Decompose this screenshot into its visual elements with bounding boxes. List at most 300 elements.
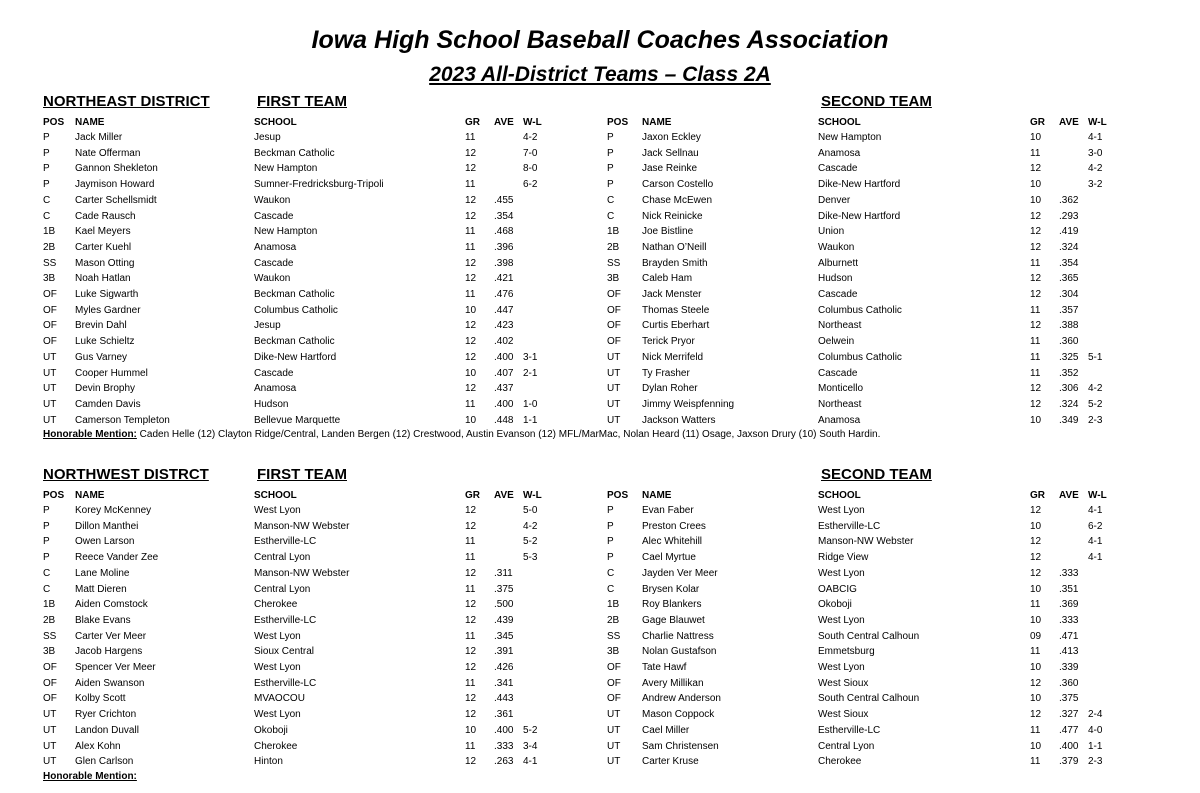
second-team-cell-pos: P [607,147,614,159]
second-team-cell-pos: C [607,583,615,595]
first-team-cell-gr: 12 [465,257,477,269]
second-team-cell-gr: 11 [1030,756,1041,768]
second-team-cell-gr: 12 [1030,289,1042,300]
first-team-cell-name: Blake Evans [75,614,131,626]
second-team-cell-pos: UT [607,351,621,363]
second-team-cell-pos: OF [607,662,621,673]
second-team-cell-pos: 2B [607,241,620,253]
first-team-cell-wl: 4-2 [523,132,538,143]
first-team-cell-gr: 11 [465,583,476,595]
first-team-cell-pos: UT [43,724,57,736]
district-heading: NORTHWEST DISTRCT [43,466,209,483]
first-team-cell-pos: UT [43,367,57,379]
first-team-cell-gr: 11 [465,241,476,253]
second-team-cell-school: Cherokee [818,756,862,768]
first-team-cell-pos: UT [43,414,57,426]
second-team-cell-name: Gage Blauwet [642,614,705,626]
second-team-cell-wl: 4-2 [1088,383,1103,395]
second-team-cell-school: South Central Calhoun [818,693,920,705]
first-team-cell-gr: 10 [465,414,477,426]
first-team-cell-pos: P [43,536,50,548]
first-team-cell-name: Korey McKenney [75,505,152,516]
second-team-cell-name: Caleb Ham [642,273,693,285]
second-team-cell-pos: UT [607,709,621,721]
second-team-cell-wl: 3-0 [1088,147,1103,159]
second-team-cell-name: Curtis Eberhart [642,320,710,332]
first-team-cell-name: Noah Hatlan [75,273,131,285]
second-team-cell-school: Dike-New Hartford [818,179,901,191]
second-team-cell-name: Brysen Kolar [642,583,700,595]
second-team-cell-school: West Lyon [818,614,865,626]
second-team-cell-name: Roy Blankers [642,599,702,611]
second-team-cell-name: Jase Reinke [642,163,698,175]
second-team-cell-wl: 4-1 [1088,505,1103,516]
first-team-cell-school: Waukon [254,273,291,285]
second-team-cell-gr: 11 [1030,147,1041,159]
first-team-cell-school: Estherville-LC [254,614,317,626]
first-team-cell-gr: 11 [465,289,476,300]
first-team-cell-name: Carter Schellsmidt [75,194,157,206]
first-team-cell-school: New Hampton [254,163,318,175]
first-team-cell-wl: 3-4 [523,740,538,752]
first-team-cell-gr: 11 [465,677,476,689]
first-team-cell-gr: 11 [465,630,476,642]
second-team-cell-gr: 12 [1030,567,1042,579]
district-heading: NORTHEAST DISTRICT [43,93,210,110]
second-team-cell-wl: 3-2 [1088,179,1103,191]
first-team-cell-pos: SS [43,630,57,642]
first-team-cell-pos: UT [43,756,57,768]
first-team-cell-pos: OF [43,662,57,673]
second-team-cell-wl: 4-1 [1088,536,1103,548]
second-team-cell-pos: OF [607,320,621,332]
first-team-cell-school: Jesup [254,132,281,143]
first-team-cell-name: Nate Offerman [75,147,141,159]
second-team-cell-ave: .365 [1059,273,1079,285]
first-team-cell-wl: 8-0 [523,163,538,175]
second-team-cell-school: Estherville-LC [818,520,881,532]
second-team-cell-name: Alec Whitehill [642,536,703,548]
second-team-cell-gr: 10 [1030,583,1042,595]
first-team-cell-name: Alex Kohn [75,740,121,752]
second-team-cell-name: Evan Faber [642,505,694,516]
first-team-cell-name: Luke Schieltz [75,336,135,348]
column-header-pos: POS [607,117,629,128]
second-team-cell-gr: 12 [1030,383,1042,395]
first-team-cell-gr: 12 [465,756,477,768]
second-team-cell-gr: 12 [1030,320,1042,332]
first-team-cell-name: Jaymison Howard [75,179,155,191]
first-team-cell-wl: 5-3 [523,552,538,564]
first-team-cell-wl: 4-2 [523,520,538,532]
first-team-cell-school: West Lyon [254,709,301,721]
second-team-cell-pos: OF [607,304,621,316]
second-team-cell-pos: 2B [607,614,620,626]
first-team-cell-pos: C [43,583,51,595]
second-team-cell-ave: .379 [1059,756,1079,768]
second-team-cell-school: Monticello [818,383,864,395]
second-team-cell-ave: .360 [1059,336,1079,348]
second-team-cell-school: Anamosa [818,147,861,159]
first-team-cell-gr: 12 [465,709,477,721]
first-team-cell-school: Sioux Central [254,646,315,658]
first-team-cell-name: Mason Otting [75,257,135,269]
first-team-cell-wl: 2-1 [523,367,538,379]
first-team-cell-gr: 12 [465,614,477,626]
first-team-cell-name: Camerson Templeton [75,414,170,426]
second-team-cell-gr: 12 [1030,505,1042,516]
first-team-cell-ave: .400 [494,724,514,736]
second-team-cell-ave: .333 [1059,614,1079,626]
second-team-cell-gr: 11 [1030,599,1041,611]
first-team-cell-school: Estherville-LC [254,677,317,689]
second-team-cell-pos: OF [607,677,621,689]
first-team-cell-ave: .361 [494,709,514,721]
column-header-wl: W-L [523,490,542,501]
first-team-cell-pos: UT [43,709,57,721]
second-team-cell-school: Alburnett [818,257,859,269]
second-team-cell-gr: 12 [1030,273,1042,285]
second-team-cell-school: Okoboji [818,599,852,611]
first-team-cell-ave: .402 [494,336,514,348]
second-team-cell-school: Estherville-LC [818,724,881,736]
first-team-cell-school: Anamosa [254,241,297,253]
first-team-cell-school: Waukon [254,194,291,206]
second-team-cell-pos: SS [607,630,621,642]
second-team-cell-ave: .419 [1059,226,1079,238]
second-team-cell-ave: .327 [1059,709,1079,721]
second-team-cell-wl: 1-1 [1088,740,1103,752]
second-team-cell-pos: OF [607,336,621,348]
first-team-cell-pos: C [43,210,51,222]
first-team-cell-wl: 4-1 [523,756,538,768]
first-team-cell-school: Bellevue Marquette [254,414,341,426]
first-team-cell-school: Manson-NW Webster [254,567,350,579]
second-team-cell-school: Dike-New Hartford [818,210,901,222]
column-header-pos: POS [607,490,629,501]
first-team-cell-name: Landon Duvall [75,724,139,736]
first-team-cell-gr: 12 [465,163,477,175]
first-team-cell-school: MVAOCOU [254,693,305,705]
second-team-cell-name: Jaxon Eckley [642,132,701,143]
first-team-cell-pos: OF [43,693,57,705]
second-team-cell-wl: 4-1 [1088,132,1103,143]
first-team-cell-gr: 11 [465,132,476,143]
first-team-cell-ave: .311 [494,567,513,579]
first-team-cell-school: Cherokee [254,599,298,611]
second-team-cell-ave: .357 [1059,304,1079,316]
second-team-cell-ave: .388 [1059,320,1079,332]
second-team-cell-school: Northeast [818,398,862,410]
first-team-cell-ave: .375 [494,583,514,595]
second-team-cell-wl: 5-2 [1088,398,1103,410]
first-team-heading: FIRST TEAM [257,466,347,483]
first-team-cell-ave: .407 [494,367,514,379]
column-header-wl: W-L [523,117,542,128]
first-team-cell-gr: 12 [465,520,477,532]
first-team-cell-school: Manson-NW Webster [254,520,350,532]
second-team-cell-wl: 5-1 [1088,351,1103,363]
second-team-cell-name: Jayden Ver Meer [642,567,718,579]
second-team-cell-school: Central Lyon [818,740,875,752]
second-team-cell-gr: 11 [1030,351,1041,363]
second-team-cell-school: Emmetsburg [818,646,875,658]
first-team-cell-gr: 12 [465,693,477,705]
first-team-cell-name: Kolby Scott [75,693,126,705]
first-team-cell-name: Camden Davis [75,398,141,410]
second-team-cell-ave: .471 [1059,630,1079,642]
first-team-cell-name: Jack Miller [75,132,123,143]
page-subtitle: 2023 All-District Teams – Class 2A [429,63,771,86]
column-header-wl: W-L [1088,490,1107,501]
first-team-cell-ave: .421 [494,273,514,285]
second-team-cell-wl: 4-1 [1088,552,1103,564]
first-team-cell-pos: UT [43,383,57,395]
first-team-cell-gr: 12 [465,567,477,579]
first-team-cell-gr: 12 [465,336,477,348]
second-team-cell-name: Ty Frasher [642,367,690,379]
first-team-cell-pos: OF [43,289,57,300]
first-team-cell-school: West Lyon [254,662,301,673]
second-team-cell-gr: 11 [1030,646,1041,658]
first-team-cell-pos: OF [43,304,57,316]
first-team-cell-pos: P [43,505,50,516]
first-team-cell-ave: .333 [494,740,514,752]
first-team-cell-pos: OF [43,677,57,689]
first-team-cell-gr: 12 [465,320,477,332]
first-team-cell-ave: .455 [494,194,514,206]
second-team-cell-ave: .477 [1059,724,1079,736]
first-team-cell-ave: .391 [494,646,514,658]
first-team-cell-gr: 10 [465,367,477,379]
second-team-cell-school: Waukon [818,241,855,253]
first-team-cell-pos: 3B [43,646,56,658]
first-team-cell-name: Cooper Hummel [75,367,148,379]
second-team-cell-pos: UT [607,756,621,768]
second-team-cell-gr: 12 [1030,226,1042,238]
first-team-cell-ave: .439 [494,614,514,626]
second-team-cell-name: Nick Reinicke [642,210,703,222]
column-header-wl: W-L [1088,117,1107,128]
first-team-cell-school: Cascade [254,210,294,222]
first-team-cell-pos: UT [43,351,57,363]
first-team-cell-name: Devin Brophy [75,383,136,395]
second-team-cell-name: Carson Costello [642,179,714,191]
second-team-cell-wl: 2-3 [1088,756,1103,768]
second-team-cell-gr: 12 [1030,536,1042,548]
first-team-cell-ave: .398 [494,257,514,269]
first-team-cell-gr: 11 [465,536,476,548]
second-team-cell-school: Cascade [818,367,858,379]
second-team-cell-school: South Central Calhoun [818,630,920,642]
second-team-cell-ave: .324 [1059,241,1079,253]
second-team-cell-pos: UT [607,367,621,379]
first-team-cell-school: Sumner-Fredricksburg-Tripoli [254,179,384,191]
second-team-cell-ave: .413 [1059,646,1079,658]
first-team-cell-school: Cascade [254,367,294,379]
second-team-cell-school: New Hampton [818,132,882,143]
second-team-cell-name: Cael Myrtue [642,552,696,564]
second-team-cell-pos: P [607,179,614,191]
first-team-cell-wl: 3-1 [523,351,538,363]
second-team-heading: SECOND TEAM [821,93,932,110]
first-team-cell-school: Anamosa [254,383,297,395]
first-team-cell-wl: 5-2 [523,536,538,548]
second-team-cell-name: Jackson Watters [642,414,716,426]
second-team-cell-ave: .354 [1059,257,1079,269]
second-team-cell-school: Anamosa [818,414,861,426]
column-header-ave: AVE [494,117,514,128]
second-team-cell-gr: 10 [1030,132,1042,143]
honorable-mention [43,771,137,782]
second-team-cell-ave: .339 [1059,662,1079,673]
first-team-cell-pos: UT [43,740,57,752]
second-team-cell-pos: 3B [607,646,620,658]
second-team-cell-wl: 4-2 [1088,163,1103,175]
first-team-heading: FIRST TEAM [257,93,347,110]
first-team-cell-pos: 1B [43,226,56,238]
second-team-cell-gr: 10 [1030,520,1042,532]
column-header-pos: POS [43,117,65,128]
first-team-cell-ave: .426 [494,662,514,673]
second-team-cell-school: Northeast [818,320,862,332]
second-team-cell-gr: 10 [1030,740,1042,752]
second-team-cell-pos: OF [607,693,621,705]
second-team-cell-wl: 2-3 [1088,414,1103,426]
first-team-cell-school: Estherville-LC [254,536,317,548]
second-team-cell-name: Tate Hawf [642,662,687,673]
first-team-cell-ave: .354 [494,210,514,222]
second-team-cell-school: Cascade [818,289,858,300]
column-header-name: NAME [75,117,105,128]
second-team-cell-name: Nolan Gustafson [642,646,717,658]
second-team-cell-pos: UT [607,724,621,736]
first-team-cell-school: West Lyon [254,505,301,516]
second-team-cell-gr: 12 [1030,398,1042,410]
first-team-cell-ave: .476 [494,289,514,300]
first-team-cell-wl: 5-0 [523,505,538,516]
second-team-cell-ave: .306 [1059,383,1079,395]
column-header-name: NAME [642,117,672,128]
first-team-cell-ave: .400 [494,351,514,363]
second-team-cell-wl: 2-4 [1088,709,1103,721]
second-team-cell-school: Oelwein [818,336,855,348]
first-team-cell-pos: P [43,163,50,175]
second-team-cell-name: Jack Menster [642,289,702,300]
second-team-cell-pos: OF [607,289,621,300]
column-header-school: SCHOOL [818,117,861,128]
first-team-cell-school: Central Lyon [254,583,311,595]
first-team-cell-pos: OF [43,320,57,332]
column-header-ave: AVE [1059,117,1079,128]
second-team-cell-ave: .333 [1059,567,1079,579]
first-team-cell-ave: .468 [494,226,514,238]
second-team-cell-school: Hudson [818,273,853,285]
first-team-cell-school: Okoboji [254,724,288,736]
column-header-gr: GR [465,490,480,501]
second-team-cell-gr: 10 [1030,693,1042,705]
second-team-cell-pos: 3B [607,273,620,285]
first-team-cell-gr: 11 [465,226,476,238]
second-team-cell-pos: SS [607,257,621,269]
second-team-cell-ave: .352 [1059,367,1079,379]
first-team-cell-gr: 11 [465,740,476,752]
first-team-cell-gr: 11 [465,552,476,564]
first-team-cell-ave: .400 [494,398,514,410]
second-team-cell-name: Charlie Nattress [642,630,714,642]
second-team-cell-school: West Sioux [818,709,869,721]
second-team-cell-pos: UT [607,398,621,410]
first-team-cell-gr: 12 [465,147,477,159]
second-team-cell-gr: 10 [1030,194,1042,206]
second-team-cell-pos: P [607,132,614,143]
first-team-cell-name: Owen Larson [75,536,135,548]
second-team-cell-ave: .360 [1059,677,1079,689]
first-team-cell-wl: 5-2 [523,724,538,736]
second-team-cell-gr: 10 [1030,414,1042,426]
second-team-cell-gr: 12 [1030,677,1042,689]
second-team-cell-name: Dylan Roher [642,383,698,395]
column-header-gr: GR [1030,117,1045,128]
first-team-cell-gr: 12 [465,210,477,222]
second-team-cell-ave: .369 [1059,599,1079,611]
second-team-cell-gr: 11 [1030,367,1041,379]
second-team-cell-pos: C [607,210,615,222]
first-team-cell-wl: 1-1 [523,414,538,426]
second-team-cell-school: Columbus Catholic [818,351,902,363]
column-header-ave: AVE [494,490,514,501]
first-team-cell-pos: C [43,567,51,579]
first-team-cell-name: Kael Meyers [75,226,131,238]
second-team-cell-pos: 1B [607,226,620,238]
column-header-pos: POS [43,490,65,501]
column-header-school: SCHOOL [254,490,297,501]
first-team-cell-name: Gus Varney [75,351,128,363]
second-team-cell-name: Nick Merrifeld [642,351,704,363]
first-team-cell-gr: 11 [465,179,476,191]
first-team-cell-ave: .345 [494,630,514,642]
second-team-cell-pos: P [607,163,614,175]
second-team-cell-pos: C [607,194,615,206]
first-team-cell-school: Beckman Catholic [254,147,335,159]
first-team-cell-gr: 11 [465,398,476,410]
second-team-cell-gr: 10 [1030,662,1042,673]
first-team-cell-name: Jacob Hargens [75,646,143,658]
first-team-cell-ave: .263 [494,756,514,768]
second-team-cell-name: Preston Crees [642,520,706,532]
first-team-cell-pos: 1B [43,599,56,611]
first-team-cell-gr: 12 [465,351,477,363]
first-team-cell-name: Luke Sigwarth [75,289,139,300]
first-team-cell-name: Cade Rausch [75,210,136,222]
first-team-cell-name: Matt Dieren [75,583,127,595]
first-team-cell-pos: P [43,520,50,532]
first-team-cell-ave: .396 [494,241,514,253]
second-team-cell-school: OABCIG [818,583,857,595]
first-team-cell-wl: 7-0 [523,147,538,159]
second-team-cell-name: Cael Miller [642,724,690,736]
first-team-cell-pos: UT [43,398,57,410]
column-header-name: NAME [642,490,672,501]
second-team-cell-gr: 11 [1030,304,1041,316]
first-team-cell-gr: 12 [465,599,477,611]
second-team-cell-pos: P [607,505,614,516]
first-team-cell-name: Brevin Dahl [75,320,127,332]
second-team-cell-pos: P [607,552,614,564]
second-team-cell-school: Ridge View [818,552,869,564]
second-team-cell-school: Columbus Catholic [818,304,902,316]
second-team-cell-ave: .325 [1059,351,1079,363]
